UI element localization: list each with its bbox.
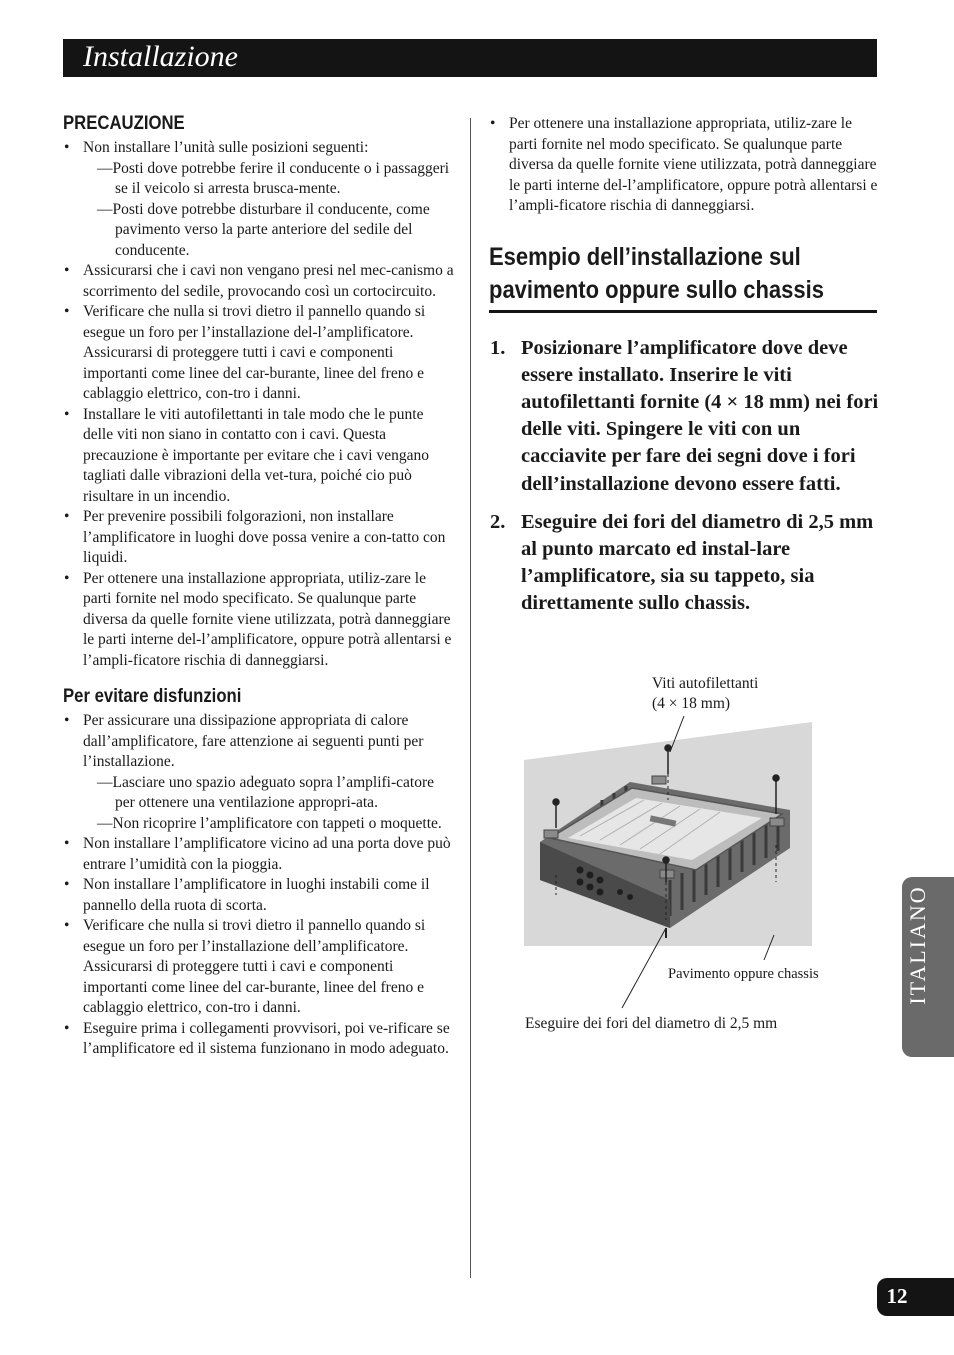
language-tab-label: ITALIANO [905,885,930,1005]
screws-label-line2: (4 × 18 mm) [652,695,731,712]
amplifier-illustration [520,670,860,1040]
column-divider [470,118,471,1278]
list-item: • Verificare che nulla si trovi dietro il pannello quando si esegue un foro per l’installazione dell’amplificatore. Assicurarsi di proteggere tutti i cavi e componenti importanti come linee del car-burante, linee del freno e cablaggio elettrico, con-tro i danni. [63,916,455,1019]
list-item: • Installare le viti autofilettanti in tale modo che le punte delle viti non siano in contatto con i cavi. Questa precauzione è importante per evitare che i cavi vengano tagliati dalle vibrazioni della vet-tura, poiché cio può risultare in un incendio. [63,405,455,508]
holes-label: Eseguire dei fori del diametro di 2,5 mm [525,1015,778,1032]
step-text: Posizionare l’amplificatore dove deve essere installato. Inserire le viti autofilettanti fornite (4 × 18 mm) nei fori delle viti. Spingere le viti con un cacciavite per fare dei segni dove i fori dell’installazione devono essere fatti. [521,336,879,495]
disfunzioni-heading: Per evitare disfunzioni [63,686,242,707]
page-title: Installazione [83,40,238,73]
list-item-text: Non installare l’unità sulle posizioni seguenti: [83,139,369,156]
floor-label: Pavimento oppure chassis [668,966,819,982]
section-heading [489,241,879,313]
header-bar [63,39,877,77]
disfunzioni-list [63,711,455,1060]
list-item: • Assicurarsi che i cavi non vengano presi nel mec-canismo a scorrimento del sedile, provocando così un cortocircuito. [63,261,455,302]
screws-label-line1: Viti autofilettanti [652,675,759,692]
left-column [63,112,455,1060]
list-item-text: Per assicurare una dissipazione appropriata di calore dall’amplificatore, fare attenzione ai seguenti punti per l’installazione. [83,712,424,770]
right-bullet-list [489,114,879,217]
sub-item: —Posti dove potrebbe ferire il conducente o i passaggeri se il veicolo si arresta brusca-mente. [97,159,450,197]
list-item: • Non installare l’amplificatore vicino ad una porta dove può entrare l’umidità con la pioggia. [63,834,455,875]
step-item [489,335,879,498]
step-number: 2. [490,510,506,533]
list-item: • Eseguire prima i collegamenti provvisori, poi ve-rificare se l’amplificatore ed il sistema funzionano in modo adeguato. [63,1019,455,1060]
sub-item: —Posti dove potrebbe disturbare il conducente, come pavimento verso la parte anteriore del sedile del conducente. [97,200,430,259]
sub-item: —Lasciare uno spazio adeguato sopra l’amplifi-catore per ottenere una ventilazione appropri-ata. [97,773,434,811]
step-number: 1. [490,336,506,359]
section-rule [489,310,877,313]
list-item: • Per ottenere una installazione appropriata, utiliz-zare le parti fornite nel modo specificato. Se qualunque parte diversa da quelle fornite viene utilizzata, potrà danneggiare le parti interne del-l’amplificatore, oppure potrà allentarsi e l’ampli-ficatore rischia di danneggiarsi. [489,114,879,217]
list-item: • Per ottenere una installazione appropriata, utiliz-zare le parti fornite nel modo specificato. Se qualunque parte diversa da quelle fornite viene utilizzata, potrà danneggiare le parti interne del-l’amplificatore, oppure potrà allentarsi e l’ampli-ficatore rischia di danneggiarsi. [63,569,455,672]
sub-item: —Non ricoprire l’amplificatore con tappeti o moquette. [97,814,442,832]
step-item [489,509,879,618]
list-item [63,711,455,834]
section-title-line: Esempio dell’installazione sul [489,242,801,271]
section-title-line: pavimento oppure sullo chassis [489,275,824,304]
step-text: Eseguire dei fori del diametro di 2,5 mm al punto marcato ed instal-lare l’amplificatore, sia su tappeto, sia direttamente sullo chassis. [521,510,874,615]
amplifier-installation-figure [520,670,860,1040]
precauzione-list [63,138,455,671]
list-item: • Verificare che nulla si trovi dietro il pannello quando si esegue un foro per l’installazione del-l’amplificatore. Assicurarsi di proteggere tutti i cavi e componenti importanti come linee del car-burante, linee del freno e cablaggio elettrico, con-tro i danni. [63,302,455,405]
precauzione-heading: PRECAUZIONE [63,113,185,134]
page-number: 12 [886,1284,908,1308]
steps-list [489,335,879,618]
list-item: • Non installare l’amplificatore in luoghi instabili come il pannello della ruota di scorta. [63,875,455,916]
list-item [63,138,455,261]
right-column [489,112,879,629]
list-item: • Per prevenire possibili folgorazioni, non installare l’amplificatore in luoghi dove possa venire a con-tatto con liquidi. [63,507,455,569]
